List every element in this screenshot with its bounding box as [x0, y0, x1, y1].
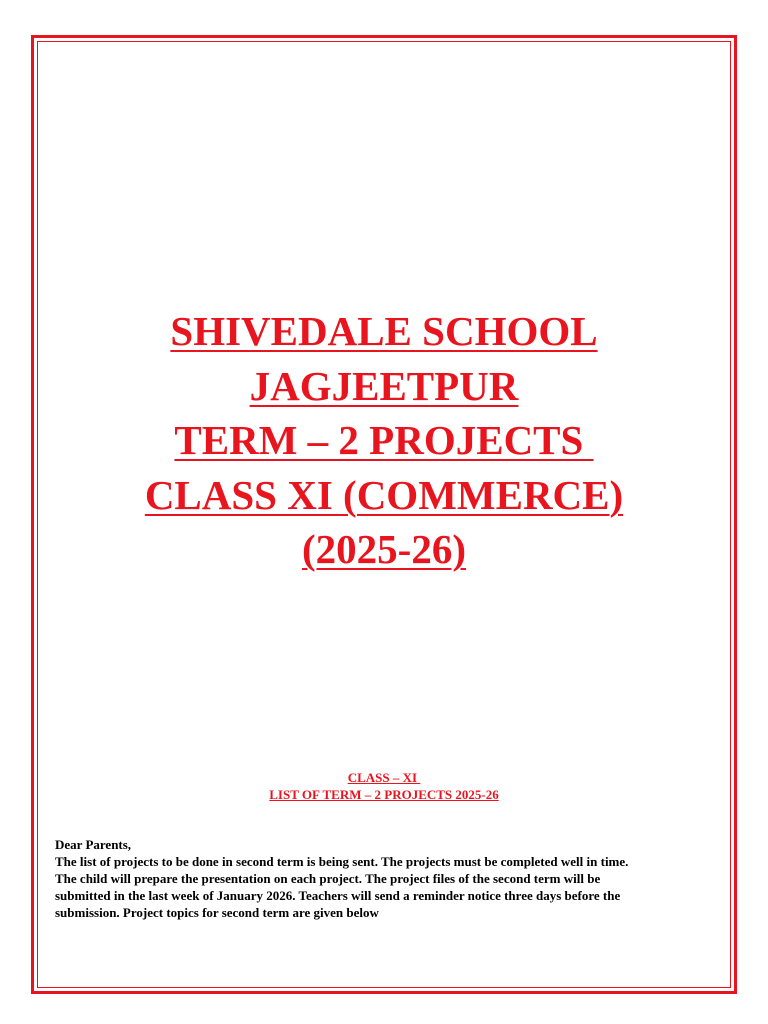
- document-title: [0, 304, 768, 577]
- letter-line-2: The child will prepare the presentation on each project. The project files of the second term will be: [55, 871, 601, 886]
- projects-list-label: LIST OF TERM – 2 PROJECTS 2025-26: [269, 787, 499, 802]
- section-heading: [0, 769, 768, 803]
- letter-line-1: The list of projects to be done in second term is being sent. The projects must be completed well in time.: [55, 854, 629, 869]
- term-heading: TERM – 2 PROJECTS: [174, 417, 594, 463]
- parent-letter: [55, 836, 695, 921]
- class-label: CLASS – XI: [347, 770, 421, 785]
- school-name: SHIVEDALE SCHOOL: [170, 308, 598, 354]
- letter-salutation: Dear Parents,: [55, 837, 132, 852]
- letter-line-4: submission. Project topics for second term are given below: [55, 905, 379, 920]
- session-year: (2025-26): [302, 526, 466, 572]
- letter-line-3: submitted in the last week of January 2026. Teachers will send a reminder notice three days before the: [55, 888, 621, 903]
- school-location: JAGJEETPUR: [249, 362, 519, 409]
- class-heading: CLASS XI (COMMERCE): [144, 471, 624, 518]
